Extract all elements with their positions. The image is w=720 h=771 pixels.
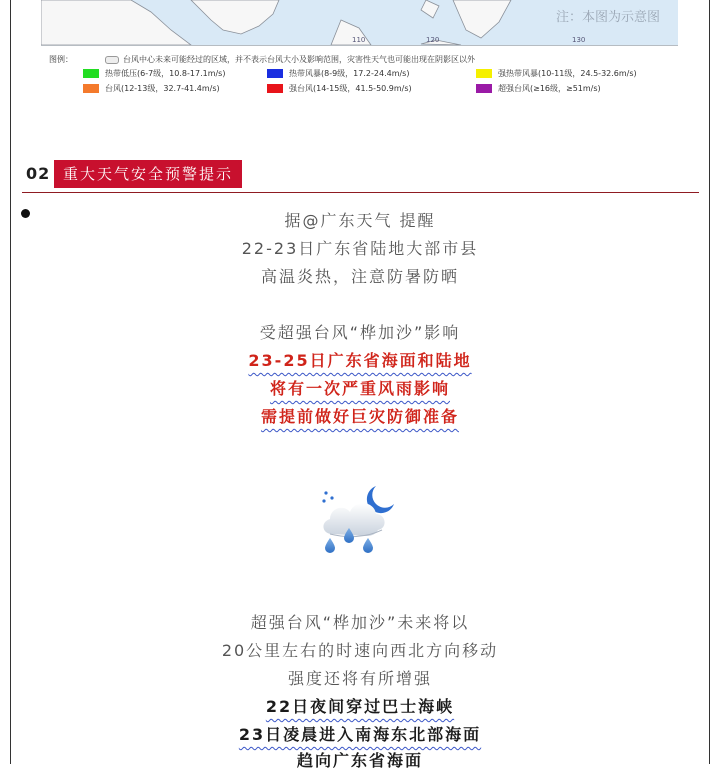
map-note: 注：本图为示意图 [555,10,660,25]
cone-icon [105,56,119,64]
legend-description: 台风中心未来可能经过的区域，并不表示台风大小及影响范围，灾害性天气也可能出现在阴影区以外 [105,54,475,65]
legend-item: 热带低压(6-7级，10.8-17.1m/s) [83,68,225,79]
text-line: 高温炎热，注意防暑防晒 [260,267,459,286]
map-tick: 120 [426,36,440,44]
legend-swatch [267,84,283,93]
legend-swatch [476,69,492,78]
section-title: 重大天气安全预警提示 [54,160,242,188]
highlight-line: 23日凌晨进入南海东北部海面 [238,725,482,744]
typhoon-track-map [41,0,678,97]
highlight-line: 23-25日广东省海面和陆地 [248,351,472,370]
text-line: 22-23日广东省陆地大部市县 [241,239,479,258]
section-number: 02 [26,164,51,183]
text-line: 受超强台风“桦加沙”影响 [259,323,461,342]
legend-swatch [83,69,99,78]
legend-swatch [476,84,492,93]
text-line: 超强台风“桦加沙”未来将以 [250,613,470,632]
text-line: 据@广东天气 提醒 [284,211,436,230]
legend-item: 强台风(14-15级，41.5-50.9m/s) [267,83,412,94]
highlight-line: 22日夜间穿过巴士海峡 [265,697,455,716]
legend-title: 图例： [49,55,73,64]
map-divider [41,45,678,46]
night-rain-icon [316,482,400,556]
highlight-line: 趋向广东省海面 [296,751,423,770]
legend-item: 超强台风(≥16级，≥51m/s) [476,83,601,94]
highlight-line: 需提前做好巨灾防御准备 [260,407,459,426]
legend-item: 台风(12-13级，32.7-41.4m/s) [83,83,220,94]
legend-swatch [267,69,283,78]
section-divider [22,192,699,193]
legend-item: 强热带风暴(10-11级，24.5-32.6m/s) [476,68,637,79]
highlight-line: 将有一次严重风雨影响 [269,379,450,398]
text-line: 20公里左右的时速向西北方向移动 [221,641,499,660]
legend-swatch [83,84,99,93]
map-tick: 130 [572,36,586,44]
text-line: 强度还将有所增强 [287,669,432,688]
legend-item: 热带风暴(8-9级，17.2-24.4m/s) [267,68,409,79]
map-tick: 110 [352,36,366,44]
